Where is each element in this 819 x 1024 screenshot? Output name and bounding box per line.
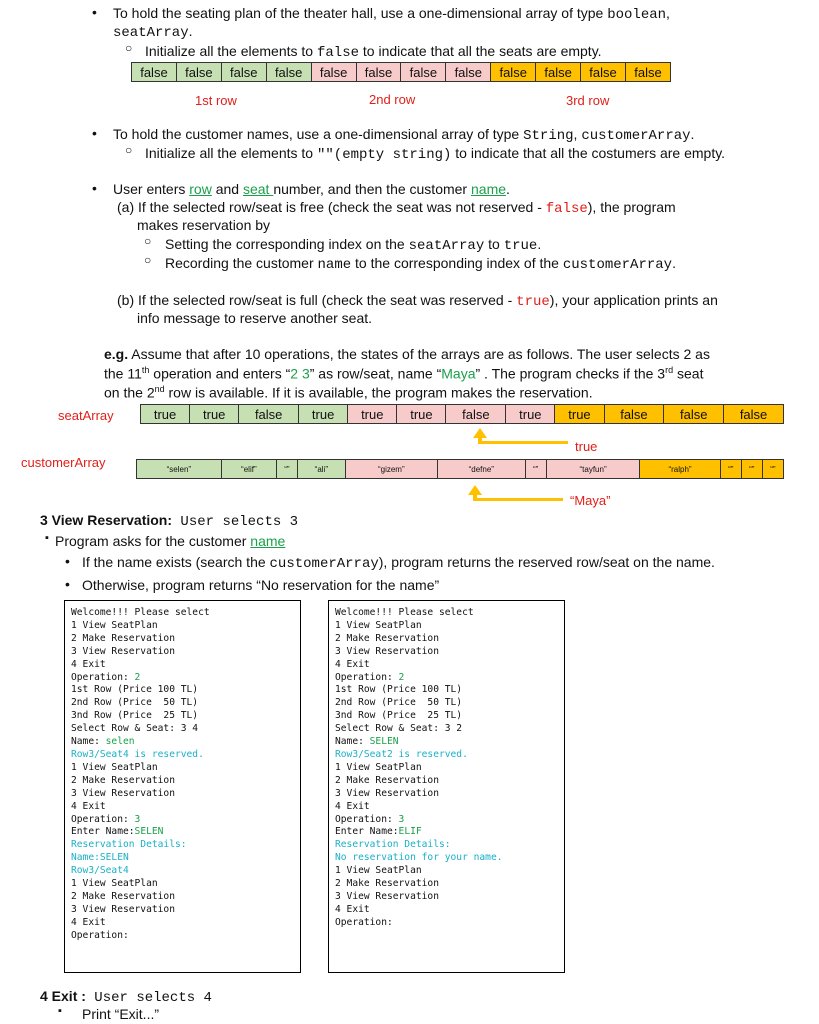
console-text: 1 View SeatPlan xyxy=(335,865,422,877)
code: customerArray xyxy=(269,556,379,572)
console-line xyxy=(335,917,558,930)
code: name xyxy=(317,257,352,273)
console-line xyxy=(71,930,294,943)
console-input: 2 xyxy=(398,671,405,683)
console-line xyxy=(335,710,558,723)
array-cell: “ralph” xyxy=(640,460,720,479)
text: User enters xyxy=(113,181,190,197)
console-line xyxy=(335,762,558,775)
console-input: ELIF xyxy=(398,826,422,838)
console-line xyxy=(335,736,558,749)
console-line xyxy=(71,723,294,736)
text: Recording the customer xyxy=(165,255,318,271)
console-text: Row3/Seat4 is reserved. xyxy=(71,748,204,760)
text: . xyxy=(672,255,676,271)
console-text: Row3/Seat2 is reserved. xyxy=(335,748,468,760)
array-cell: false xyxy=(239,405,299,424)
console-text: 1 View SeatPlan xyxy=(335,619,422,631)
console-text: Select Row & Seat: 3 2 xyxy=(335,723,463,735)
console-output-left xyxy=(64,600,301,973)
text: Setting the corresponding index on the xyxy=(165,236,409,252)
console-line xyxy=(71,672,294,685)
text: . xyxy=(537,236,542,252)
console-line xyxy=(71,814,294,827)
console-line xyxy=(71,852,294,865)
text: . xyxy=(506,181,510,197)
console-text: 4 Exit xyxy=(335,800,370,812)
array-cell: “elif” xyxy=(221,460,276,479)
array-cell: “” xyxy=(525,460,546,479)
console-text: Enter Name: xyxy=(71,826,135,838)
row-label-2: 2nd row xyxy=(369,92,416,107)
console-input: 3 xyxy=(398,813,405,825)
array-cell: false xyxy=(132,63,177,82)
customer-sub-text xyxy=(145,145,725,163)
console-line xyxy=(71,762,294,775)
code: customerArray xyxy=(562,257,673,273)
console-text: 2 Make Reservation xyxy=(71,890,175,902)
array-cell: false xyxy=(536,63,581,82)
console-line xyxy=(335,672,558,685)
console-line xyxy=(71,839,294,852)
console-line xyxy=(71,633,294,646)
text: to the corresponding index of the xyxy=(351,255,563,271)
console-text: Operation: xyxy=(71,671,135,683)
heading: 4 Exit : xyxy=(40,988,86,1004)
array-cell: false xyxy=(401,63,446,82)
code: true xyxy=(503,238,538,254)
text: the 11 xyxy=(104,365,142,382)
console-text: 2nd Row (Price 50 TL) xyxy=(335,697,463,709)
sup: rd xyxy=(665,365,674,375)
view-heading xyxy=(40,512,298,530)
console-text: Name: xyxy=(335,736,370,748)
text: on the 2 xyxy=(104,384,155,401)
array-cell: true xyxy=(141,405,190,424)
text: Initialize all the elements to xyxy=(145,43,317,59)
seat-bullet-text-2 xyxy=(113,23,193,41)
console-text: 1 View SeatPlan xyxy=(71,878,158,890)
console-text: Welcome!!! Please select xyxy=(71,607,210,618)
text: to indicate that all the costumers are empty. xyxy=(451,145,726,161)
text: Program asks for the customer xyxy=(55,533,251,549)
case-b-line1 xyxy=(117,292,718,310)
array-cell: “” xyxy=(276,460,297,479)
array-cell: “defne” xyxy=(437,460,525,479)
bullet-dot: • xyxy=(92,4,97,20)
name-word: name xyxy=(471,181,507,197)
sup: nd xyxy=(154,384,165,394)
console-line xyxy=(71,865,294,878)
console-input: 2 xyxy=(134,671,141,683)
console-text: 3 View Reservation xyxy=(71,645,175,657)
console-input: 3 xyxy=(134,813,141,825)
text: , xyxy=(573,126,582,142)
console-line xyxy=(71,684,294,697)
console-line xyxy=(71,878,294,891)
text: to indicate that all the seats are empty. xyxy=(359,43,602,59)
array-cell: false xyxy=(446,63,491,82)
init-seat-array xyxy=(131,62,671,82)
console-line xyxy=(71,736,294,749)
seat-sub-text xyxy=(145,43,602,61)
circle-bullet: ○ xyxy=(144,253,152,267)
console-line xyxy=(335,878,558,891)
text: , xyxy=(666,5,670,21)
console-text: No reservation for your name. xyxy=(335,852,503,864)
console-text: 2 Make Reservation xyxy=(335,774,439,786)
code-true: true xyxy=(516,294,550,310)
console-output-right xyxy=(328,600,565,973)
case-b-line2: info message to reserve another seat. xyxy=(137,310,373,326)
console-text: Welcome!!! Please select xyxy=(335,607,474,618)
text: . xyxy=(188,23,193,39)
text: To hold the customer names, use a one-dimensional array of type xyxy=(113,126,524,142)
view-bullet2: Otherwise, program returns “No reservation for the name” xyxy=(82,577,440,593)
text: To hold the seating plan of the theater hall, use a one-dimensional array of type xyxy=(113,5,608,21)
array-cell: “” xyxy=(762,460,783,479)
text: seat xyxy=(673,365,704,382)
array-cell: false xyxy=(176,63,221,82)
bullet-dot: • xyxy=(92,125,97,141)
array-cell: false xyxy=(604,405,664,424)
array-cell: false xyxy=(724,405,784,424)
arrow-line xyxy=(478,441,568,444)
array-cell: false xyxy=(491,63,536,82)
code-var: seatArray xyxy=(113,25,189,41)
console-line xyxy=(71,826,294,839)
array-cell: true xyxy=(190,405,239,424)
console-text: 1st Row (Price 100 TL) xyxy=(335,684,463,696)
text: . xyxy=(690,126,695,142)
console-text: 3 View Reservation xyxy=(335,787,439,799)
console-text: Operation: xyxy=(335,671,399,683)
code: User selects 3 xyxy=(172,514,299,530)
code-var: customerArray xyxy=(581,128,691,144)
array-cell: false xyxy=(311,63,356,82)
code: User selects 4 xyxy=(85,990,212,1006)
text: operation and enters “ xyxy=(149,365,291,382)
exit-heading xyxy=(40,988,212,1006)
console-text: Reservation Details: xyxy=(335,839,451,851)
console-line xyxy=(335,659,558,672)
console-text: Reservation Details: xyxy=(71,839,187,851)
square-bullet: ▪ xyxy=(58,1005,62,1017)
text: to xyxy=(484,236,504,252)
example-seat-array xyxy=(140,404,784,424)
console-text: Name: xyxy=(71,736,106,748)
console-text: 3nd Row (Price 25 TL) xyxy=(335,710,463,722)
console-line xyxy=(335,697,558,710)
console-text: Row3/Seat4 xyxy=(71,865,129,877)
console-line xyxy=(335,646,558,659)
console-line xyxy=(335,801,558,814)
seat-bullet-text xyxy=(113,5,670,23)
console-line xyxy=(335,904,558,917)
text: ), the program xyxy=(587,199,676,215)
customer-array-label: customerArray xyxy=(21,455,106,470)
customer-bullet-text xyxy=(113,126,694,144)
console-line xyxy=(71,891,294,904)
console-line xyxy=(71,904,294,917)
console-line xyxy=(335,839,558,852)
array-cell: false xyxy=(266,63,311,82)
console-line xyxy=(71,917,294,930)
array-cell: “tayfun” xyxy=(546,460,640,479)
text: Initialize all the elements to xyxy=(145,145,317,161)
name-value: Maya xyxy=(441,365,476,382)
console-line xyxy=(335,620,558,633)
console-input: selen xyxy=(105,736,135,748)
user-bullet-text xyxy=(113,181,510,197)
console-line xyxy=(335,723,558,736)
console-text: 3 View Reservation xyxy=(335,645,439,657)
console-line xyxy=(71,607,294,620)
circle-bullet: ○ xyxy=(125,41,133,55)
console-input: SELEN xyxy=(134,826,164,838)
exit-sub: Print “Exit...” xyxy=(82,1006,160,1022)
text: and xyxy=(211,181,243,197)
console-text: 2 Make Reservation xyxy=(71,774,175,786)
console-line xyxy=(71,788,294,801)
seat-word: seat xyxy=(242,181,274,197)
circle-bullet: ○ xyxy=(125,143,133,157)
console-text: 4 Exit xyxy=(71,800,106,812)
code: false xyxy=(316,45,359,61)
row-label-1: 1st row xyxy=(195,93,237,108)
console-line xyxy=(71,646,294,659)
console-text: 4 Exit xyxy=(335,903,370,915)
console-line xyxy=(335,852,558,865)
array-cell: “gizem” xyxy=(345,460,437,479)
console-line xyxy=(335,775,558,788)
console-line xyxy=(335,865,558,878)
view-sub xyxy=(55,533,285,549)
code-type: boolean xyxy=(607,7,667,23)
console-line xyxy=(335,788,558,801)
text: number, and then the customer xyxy=(273,181,471,197)
console-line xyxy=(335,607,558,620)
console-text: 2 Make Reservation xyxy=(335,632,439,644)
text: (b) If the selected row/seat is full (check the seat was reserved - xyxy=(117,292,517,308)
console-line xyxy=(71,659,294,672)
console-text: 1 View SeatPlan xyxy=(71,761,158,773)
console-text: 2 Make Reservation xyxy=(335,878,439,890)
text: ), your application prints an xyxy=(549,292,718,308)
arrow-maya-label: “Maya” xyxy=(570,493,611,508)
console-line xyxy=(335,633,558,646)
console-text: Name:SELEN xyxy=(71,852,129,864)
example-line2 xyxy=(104,365,703,382)
console-text: 2nd Row (Price 50 TL) xyxy=(71,697,199,709)
console-text: 4 Exit xyxy=(71,916,106,928)
seat-array-label: seatArray xyxy=(58,408,114,423)
console-text: 2 Make Reservation xyxy=(71,632,175,644)
console-text: 1 View SeatPlan xyxy=(335,761,422,773)
text: If the name exists (search the xyxy=(82,554,270,570)
console-line xyxy=(71,801,294,814)
console-line xyxy=(71,775,294,788)
case-a-line2: makes reservation by xyxy=(137,217,271,233)
code-false: false xyxy=(545,201,588,217)
example-line3 xyxy=(104,384,593,401)
row-word: row xyxy=(189,181,212,197)
name-word: name xyxy=(250,533,286,549)
bullet-dot: • xyxy=(92,180,97,196)
console-text: Operation: xyxy=(71,813,135,825)
sup: th xyxy=(141,365,150,375)
array-cell: false xyxy=(625,63,670,82)
console-line xyxy=(71,710,294,723)
example-customer-array xyxy=(136,459,784,479)
bullet-dot: • xyxy=(65,576,70,592)
console-text: 1 View SeatPlan xyxy=(71,619,158,631)
code-type: String xyxy=(523,128,574,144)
arrow-true-label: true xyxy=(575,439,598,454)
console-text: Select Row & Seat: 3 4 xyxy=(71,723,199,735)
row-label-3: 3rd row xyxy=(566,93,610,108)
array-cell: “” xyxy=(720,460,741,479)
console-text: 3 View Reservation xyxy=(71,787,175,799)
code: seatArray xyxy=(408,238,485,254)
example-line1 xyxy=(104,346,710,362)
console-line xyxy=(335,826,558,839)
console-line xyxy=(71,697,294,710)
array-cell: true xyxy=(506,405,555,424)
array-cell: false xyxy=(664,405,724,424)
console-text: Enter Name: xyxy=(335,826,399,838)
square-bullet: ▪ xyxy=(45,532,49,544)
console-line xyxy=(335,814,558,827)
row-seat-value: 2 3 xyxy=(290,365,310,382)
console-text: 3 View Reservation xyxy=(335,890,439,902)
console-text: Operation: xyxy=(71,929,129,941)
console-text: 1st Row (Price 100 TL) xyxy=(71,684,199,696)
console-text: Operation: xyxy=(335,916,393,928)
console-text: 4 Exit xyxy=(71,658,106,670)
case-a-sub2 xyxy=(165,255,676,273)
circle-bullet: ○ xyxy=(144,234,152,248)
array-cell: false xyxy=(221,63,266,82)
case-a-sub1 xyxy=(165,236,541,254)
heading: 3 View Reservation: xyxy=(40,512,173,528)
array-cell: true xyxy=(299,405,348,424)
array-cell: true xyxy=(555,405,604,424)
eg-label: e.g. xyxy=(104,346,129,362)
console-text: 3 View Reservation xyxy=(71,903,175,915)
array-cell: false xyxy=(581,63,626,82)
console-input: SELEN xyxy=(369,736,399,748)
console-line xyxy=(71,620,294,633)
array-cell: “ali” xyxy=(297,460,345,479)
array-cell: true xyxy=(348,405,397,424)
console-line xyxy=(335,891,558,904)
text: Assume that after 10 operations, the states of the arrays are as follows. The user selects 2 as xyxy=(128,346,710,362)
console-text: 4 Exit xyxy=(335,658,370,670)
console-line xyxy=(335,749,558,762)
view-bullet1 xyxy=(82,554,715,572)
console-text: 3nd Row (Price 25 TL) xyxy=(71,710,199,722)
text: ” . The program checks if the 3 xyxy=(475,365,666,382)
text: (a) If the selected row/seat is free (check the seat was not reserved - xyxy=(117,199,546,215)
code: ""(empty string) xyxy=(316,147,452,163)
array-cell: true xyxy=(397,405,446,424)
array-cell: “” xyxy=(741,460,762,479)
arrow-line xyxy=(473,498,563,501)
array-cell: false xyxy=(356,63,401,82)
bullet-dot: • xyxy=(65,553,70,569)
console-line xyxy=(71,749,294,762)
text: row is available. If it is available, the program makes the reservation. xyxy=(164,384,593,401)
console-text: Operation: xyxy=(335,813,399,825)
console-line xyxy=(335,684,558,697)
array-cell: false xyxy=(446,405,506,424)
text: ), program returns the reserved row/seat on the name. xyxy=(378,554,715,570)
array-cell: “selen” xyxy=(137,460,222,479)
text: ” as row/seat, name “ xyxy=(309,365,442,382)
case-a-line1 xyxy=(117,199,676,217)
